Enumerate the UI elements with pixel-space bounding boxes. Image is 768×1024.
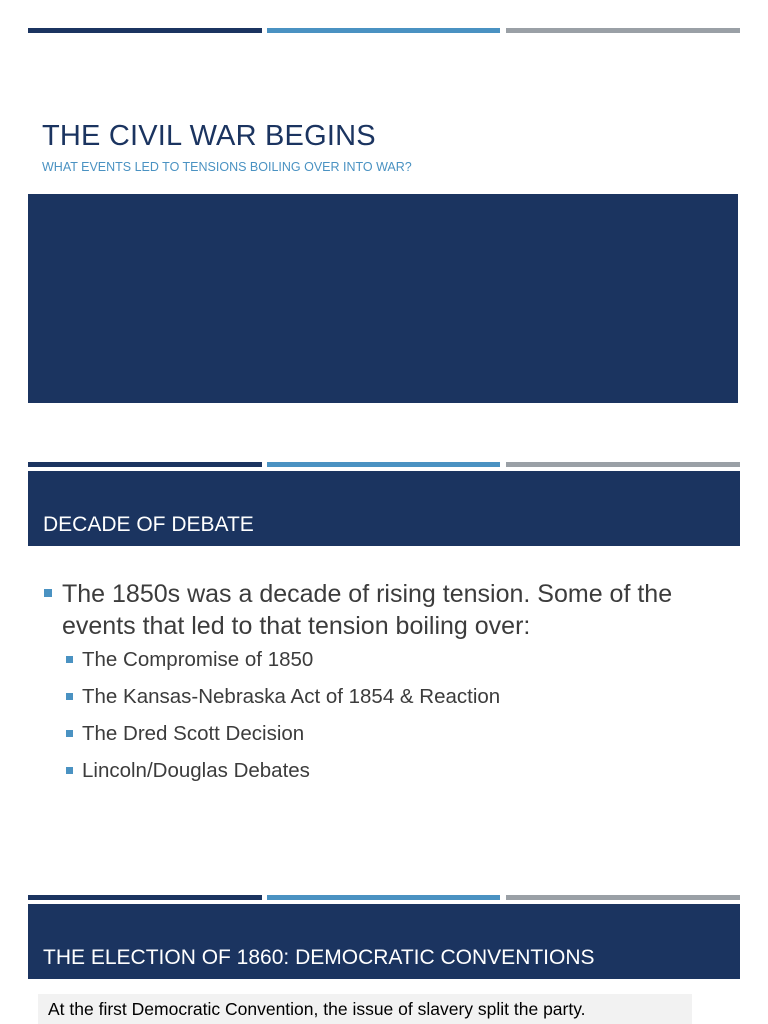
sub-bullet-item: [66, 685, 724, 722]
bullet-list: [44, 578, 724, 796]
sub-bullet-text: Lincoln/Douglas Debates: [82, 759, 310, 782]
bullet-text: The 1850s was a decade of rising tension. Some of the events that led to that tension boiling over:: [62, 580, 673, 640]
accent-stripe-gray: [506, 895, 740, 900]
sub-bullet-item: [66, 648, 724, 685]
accent-stripe-gray: [506, 462, 740, 467]
caption-image: [38, 994, 692, 1024]
square-bullet-icon: [66, 693, 73, 700]
sub-bullet-item: [66, 759, 724, 796]
sub-bullet-text: The Compromise of 1850: [82, 648, 314, 671]
square-bullet-icon: [44, 589, 52, 597]
slide-header-band: [28, 471, 740, 546]
slide-subtitle: WHAT EVENTS LED TO TENSIONS BOILING OVER INTO WAR?: [42, 160, 412, 174]
sub-bullet-text: The Kansas-Nebraska Act of 1854 & Reaction: [82, 685, 501, 708]
title-image-block: [28, 194, 738, 403]
square-bullet-icon: [66, 767, 73, 774]
square-bullet-icon: [66, 656, 73, 663]
square-bullet-icon: [66, 730, 73, 737]
sub-bullet-text: The Dred Scott Decision: [82, 722, 305, 745]
accent-stripe-blue: [267, 28, 500, 33]
sub-bullet-list: [66, 648, 724, 796]
accent-stripe-navy: [28, 895, 262, 900]
bullet-item: [44, 578, 724, 642]
slide-header-title: DECADE OF DEBATE: [43, 513, 254, 536]
accent-stripe-blue: [267, 462, 500, 467]
accent-stripe-navy: [28, 462, 262, 467]
slide-header-band: [28, 904, 740, 979]
slide-title: THE CIVIL WAR BEGINS: [42, 120, 376, 152]
accent-stripe-blue: [267, 895, 500, 900]
accent-stripe-navy: [28, 28, 262, 33]
sub-bullet-item: [66, 722, 724, 759]
slide-header-title: THE ELECTION OF 1860: DEMOCRATIC CONVENTIONS: [43, 946, 595, 969]
caption-text: At the first Democratic Convention, the issue of slavery split the party.: [48, 999, 586, 1019]
accent-stripe-gray: [506, 28, 740, 33]
